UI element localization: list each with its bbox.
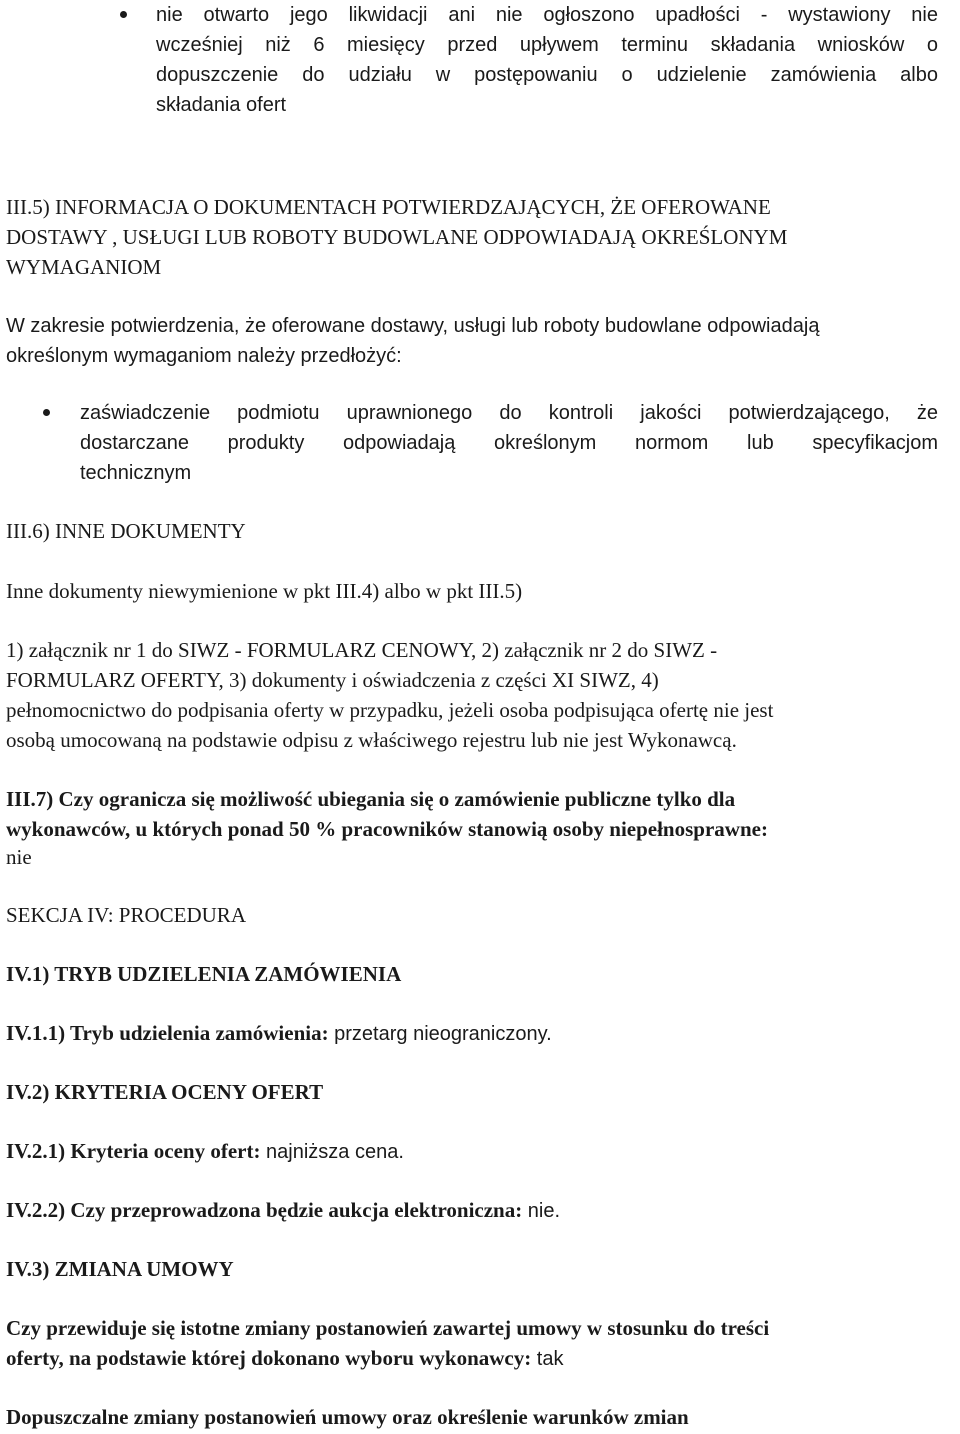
section-heading-iii7 — [6, 784, 946, 844]
text-line: DOSTAWY , USŁUGI LUB ROBOTY BUDOWLANE ODPOWIADAJĄ OKREŚLONYM — [6, 225, 788, 249]
text-line: zaświadczenie podmiotu uprawnionego do kontroli jakości potwierdzającego, że — [80, 402, 938, 424]
field-value: tak — [531, 1348, 564, 1370]
text-line: III.5) INFORMACJA O DOKUMENTACH POTWIERDZAJĄCYCH, ŻE OFEROWANE — [6, 195, 771, 219]
text-line: wykonawców, u których ponad 50 % pracowników stanowią osoby niepełnosprawne: — [6, 817, 768, 841]
heading-tryb: IV.1) TRYB UDZIELENIA ZAMÓWIENIA — [6, 962, 402, 986]
text-line: dopuszczenie do udziału w postępowaniu o udzielenie zamówienia albo — [156, 64, 938, 86]
field-label: IV.1.1) Tryb udzielenia zamówienia: — [6, 1021, 329, 1045]
kryteria-row — [6, 1136, 946, 1167]
field-value: nie. — [522, 1200, 561, 1222]
bullet-dot — [120, 11, 127, 18]
bullet-item — [80, 398, 938, 488]
heading-zmiana: IV.3) ZMIANA UMOWY — [6, 1257, 234, 1281]
field-value: najniższa cena. — [260, 1141, 404, 1163]
text-line: pełnomocnictwo do podpisania oferty w przypadku, jeżeli osoba podpisująca ofertę nie jest — [6, 698, 774, 722]
field-label: IV.2.2) Czy przeprowadzona będzie aukcja elektroniczna: — [6, 1198, 523, 1222]
text-line: nie otwarto jego likwidacji ani nie ogłoszono upadłości - wystawiony nie — [156, 4, 938, 26]
zmiana-question — [6, 1313, 946, 1374]
text-line: składania ofert — [156, 94, 287, 116]
answer: nie — [6, 845, 32, 869]
section-heading-iii6: III.6) INNE DOKUMENTY — [6, 519, 246, 543]
text-line: FORMULARZ OFERTY, 3) dokumenty i oświadczenia z części XI SIWZ, 4) — [6, 668, 659, 692]
aukcja-row — [6, 1195, 946, 1226]
text-line: W zakresie potwierdzenia, że oferowane dostawy, usługi lub roboty budowlane odpowiadają — [6, 315, 820, 337]
text-line: osobą umocowaną na podstawie odpisu z właściwego rejestru lub nie jest Wykonawcą. — [6, 728, 737, 752]
dopuszczalne-heading: Dopuszczalne zmiany postanowień umowy oraz określenie warunków zmian — [6, 1405, 689, 1429]
text-line: wcześniej niż 6 miesięcy przed upływem terminu składania wniosków o — [156, 34, 938, 56]
paragraph — [6, 311, 946, 371]
paragraph — [6, 635, 946, 755]
text-line: Czy przewiduje się istotne zmiany postanowień zawartej umowy w stosunku do treści — [6, 1316, 770, 1340]
bullet-item — [156, 0, 938, 120]
text-line: technicznym — [80, 462, 192, 484]
field-value: przetarg nieograniczony. — [328, 1023, 552, 1045]
text-line: dostarczane produkty odpowiadają określonym normom lub specyfikacjom — [80, 432, 938, 454]
section-title: SEKCJA IV: PROCEDURA — [6, 903, 246, 927]
text-line: 1) załącznik nr 1 do SIWZ - FORMULARZ CENOWY, 2) załącznik nr 2 do SIWZ - — [6, 638, 718, 662]
text-line: III.7) Czy ogranicza się możliwość ubiegania się o zamówienie publiczne tylko dla — [6, 787, 736, 811]
heading-kryteria: IV.2) KRYTERIA OCENY OFERT — [6, 1080, 324, 1104]
field-label: oferty, na podstawie której dokonano wyboru wykonawcy: — [6, 1346, 532, 1370]
bullet-dot — [43, 409, 50, 416]
subheading: Inne dokumenty niewymienione w pkt III.4) albo w pkt III.5) — [6, 579, 523, 603]
text-line: WYMAGANIOM — [6, 255, 162, 279]
field-label: IV.2.1) Kryteria oceny ofert: — [6, 1139, 261, 1163]
section-heading-iii5 — [6, 192, 946, 282]
text-line: określonym wymaganiom należy przedłożyć: — [6, 345, 402, 367]
tryb-row — [6, 1018, 946, 1049]
